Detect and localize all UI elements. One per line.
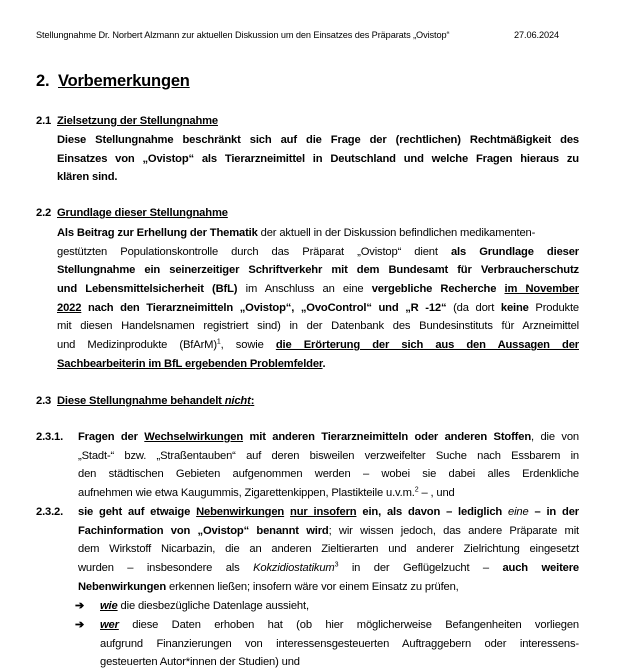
item-number: 2.3.2. [36,506,64,518]
text-run: , sowie [220,339,276,352]
section-number: 2. [36,72,50,90]
text-run: ; wir wissen jedoch, das andere Präparate mit [328,524,579,537]
text-line: Diese Stellungnahme beschränkt sich auf die Frage der (rechtlichen) Rechtmäßigkeit des [57,134,579,146]
text-line: den städtischen Gebieten aufgenommen werden – wobei sie dabei alles Erdenkliche [78,468,579,481]
text-run: Diese Stellungnahme behandelt [57,395,225,407]
text-line [57,280,579,299]
subsection-number: 2.3 [36,395,52,407]
text-line [57,224,579,243]
text-run: im Anschluss an eine [237,283,372,296]
arrow-right-icon: ➔ [75,600,85,612]
text-line [78,428,579,447]
subsection-number: 2.1 [36,115,52,127]
text-line: Einsatzes von „Ovistop“ als Tierarzneimittel in Deutschland und welche Fragen hieraus zu [57,152,579,165]
text-run: die Erörterung der sich aus den Aussagen der [275,339,579,352]
text-run: Fragen der [78,431,145,443]
text-run: Sachbearbeiterin im BfL ergebenden Problemfelder [57,357,323,370]
text-run: vergebliche Recherche [371,283,505,296]
subsection-title: Zielsetzung der Stellungnahme [57,115,218,127]
text-run: Als Beitrag zur Erhellung der Thematik [57,227,258,239]
section-title: Vorbemerkungen [58,72,190,90]
text-run: 2022 [57,301,82,314]
text-line: mit diesen Handelsnamen registriert sind) in der Datenbank des Bundesinstituts für Arzneimittel [57,320,579,333]
subsection-number: 2.2 [36,207,52,219]
text-run: Nebenwirkungen [196,506,285,518]
text-run: wurden – insbesondere als [78,562,254,575]
text-line: gesteuerten Autor*innen der Studien) und [100,656,300,669]
text-run: erkennen ließen; insofern wäre vor einem Einsatz zu prüfen, [166,580,459,593]
text-run: ein, als davon – lediglich [356,506,509,518]
footnote-ref[interactable]: 3 [334,561,339,569]
text-line [100,616,579,635]
item-2-3-1 [78,428,579,503]
subsection-title: Grundlage dieser Stellungnahme [57,207,228,219]
text-line [100,597,579,616]
text-line [57,336,579,355]
text-line [57,299,579,318]
text-line: „Stadt-“ bzw. „Straßentauben“ auf deren bisweilen verzweifelter Suche nach Essbarem in [78,449,579,462]
paragraph-2-1 [57,131,579,187]
text-run: – in der [528,506,579,518]
text-run: in der Geflügelzucht – [338,562,503,575]
bullet-text [100,616,579,672]
header-date: 27.06.2024 [514,30,559,40]
text-run: gestützten Populationskontrolle durch das Präparat „Ovistop“ dient [57,245,451,258]
subsection-heading-2-3 [36,395,254,407]
text-run: diese Daten erhoben hat (ob hier möglicherweise Befangenheiten vorliegen [118,619,579,631]
text-line [78,578,579,597]
text-run: die diesbezügliche Datenlage aussieht, [117,600,309,612]
text-run: nur insofern [290,506,357,518]
paragraph-2-2 [57,224,579,374]
page-header [36,30,596,40]
text-line [78,503,579,522]
text-line [57,243,579,262]
text-line: klären sind. [57,171,118,184]
text-run: , die von [531,431,579,443]
text-run: (da dort [446,301,501,314]
text-line [78,559,579,578]
text-line [78,522,579,541]
text-run: und Lebensmittelsicherheit (BfL) [57,283,238,296]
text-run: – , und [418,487,455,500]
subsection-title [57,395,254,407]
text-line: aufgrund Finanzierungen von interessensgesteuerten Auftraggebern oder interessens- [100,637,579,650]
bullet-item [77,616,579,672]
text-run: eine [508,506,529,518]
text-run: und Medizinprodukte (BfArM) [57,339,217,352]
text-run: . [322,357,326,370]
subsection-heading-2-2 [36,207,228,219]
text-run: Wechselwirkungen [144,431,244,443]
text-run: wie [100,600,118,612]
text-run: als Grundlage dieser [450,245,579,258]
text-run: im November [504,283,579,296]
subsection-heading-2-1 [36,115,218,127]
text-run: keine [500,301,529,314]
text-run: aufnehmen wie etwa Kaugummis, Zigarettenkippen, Plastikteile u.v.m. [78,487,415,500]
text-run: auch weitere [502,562,579,575]
text-line: dem Wirkstoff Nicarbazin, die an anderen Zieltierarten und anderer Zielrichtung eingesetzt [78,543,579,556]
footnote-ref[interactable]: 1 [216,338,221,346]
text-line: Stellungnahme ein seinerzeitiger Schriftverkehr mit dem Bundesamt für Verbraucherschutz [57,264,579,277]
text-line [57,355,579,374]
header-title: Stellungnahme Dr. Norbert Alzmann zur aktuellen Diskussion um den Einsatzes des Präparats „Ovistop“ [36,30,450,40]
item-2-3-2 [78,503,579,596]
text-run: : [250,395,255,407]
item-number: 2.3.1. [36,431,64,443]
text-run: sie geht auf etwaige [78,506,197,518]
footnote-ref[interactable]: 2 [414,486,419,494]
text-run: wer [100,619,119,631]
text-run: nach den Tierarzneimitteln „Ovistop“, „OvoControl“ und „R -12“ [81,301,447,314]
text-run: Produkte [528,301,579,314]
text-line [78,484,579,503]
text-run: Kokzidiostatikum [253,562,335,575]
text-run: Fachinformation von „Ovistop“ benannt wird [78,524,329,537]
text-run: Nebenwirkungen [78,580,167,593]
bullet-item [77,597,579,616]
section-heading [36,72,190,91]
text-run: der aktuell in der Diskussion befindlichen medikamenten- [257,227,536,239]
text-run: nicht [224,395,251,407]
arrow-right-icon: ➔ [75,619,85,631]
text-run: mit anderen Tierarzneimitteln oder anderen Stoffen [243,431,532,443]
